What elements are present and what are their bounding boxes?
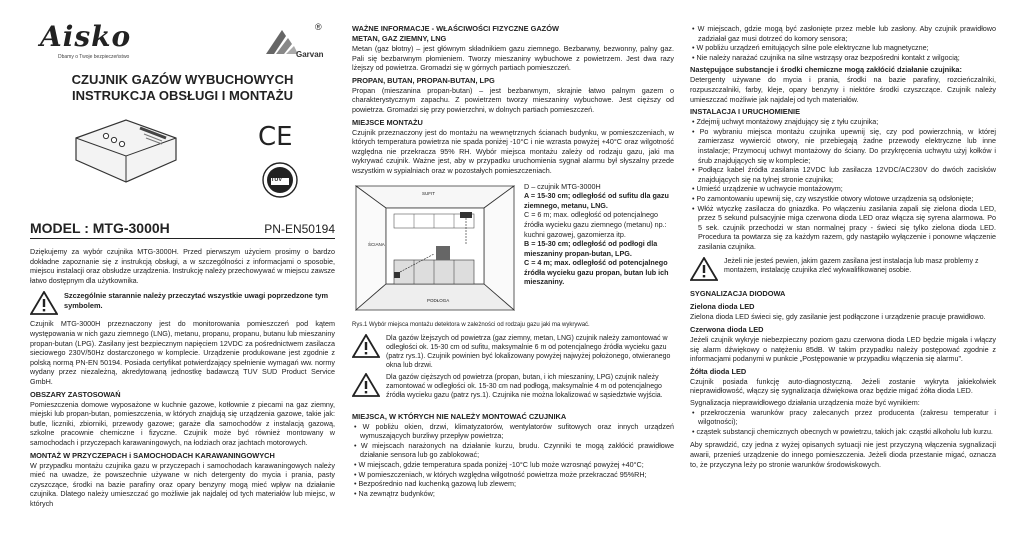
figure-legend bbox=[524, 182, 674, 288]
list-item: • Po wybraniu miejsca montażu czujnika upewnij się, czy pod powierzchnią, w której zamierzasz wywiercić otwory, nie przebiegają żadne przewody elektryczne lub inne instalacje; Przymocuj uchwyt montażowy do ściany. Do przykręcenia uchwytu użyj kołków i śrub znajdujących się w komplecie; bbox=[690, 127, 996, 165]
norm-number: PN-EN50194 bbox=[264, 222, 335, 236]
list-item: • Zdejmij uchwyt montażowy znajdujący się z tyłu czujnika; bbox=[690, 117, 996, 127]
install-place-paragraph: Czujnik przeznaczony jest do montażu na wewnętrznych ścianach budynku, w pomieszczeniach, w których temperatura powietrza nie spada poniżej -10°C i nie wzrasta powyżej +40°C oraz wilgotność względna nie przekracza 95% RH. Wybór miejsca montażu zależy od rodzaju gazu, jaki ma wykrywać czujnik. Ważne jest, aby w przypadku uruchomienia sygnał alarmu był słyszalny przede wszystkim w sypialniach oraz w pozostałych pomieszczeniach. bbox=[352, 127, 674, 175]
warning-icon bbox=[690, 257, 718, 281]
heading-vehicles: MONTAŻ W PRZYCZEPACH i SAMOCHODACH KARAWANINGOWYCH bbox=[30, 450, 275, 460]
warning-install-help: Jeżeli nie jesteś pewien, jakim gazem zasilana jest instalacja lub masz problemy z montażem, instalację czujnika zleć wykwalifikowanej osobie. bbox=[690, 257, 996, 283]
legend-item: B = 15-30 cm; odległość od podłogi dla mieszaniny propan-butan, LPG. bbox=[524, 239, 658, 258]
column-middle bbox=[352, 0, 674, 540]
list-item: • Bezpośrednio nad kuchenką gazową lub zlewem; bbox=[352, 479, 674, 489]
figure-label-ceiling: SUFIT bbox=[422, 190, 435, 196]
list-item: • W pobliżu okien, drzwi, klimatyzatorów, wentylatorów sufitowych oraz innych urządzeń wymuszających burzliwy przepływ powietrza; bbox=[352, 422, 674, 441]
green-led-paragraph: Zielona dioda LED świeci się, gdy zasilanie jest podłączone i urządzenie pracuje prawidłowo. bbox=[690, 312, 986, 322]
figure-caption: Rys.1 Wybór miejsca montażu detektora w zależności od rodzaju gazu jaki ma wykrywać. bbox=[352, 321, 590, 328]
list-item: • Włóż wtyczkę zasilacza do gniazdka. Po włączeniu zasilania zapali się zielona dioda LED, przez 5 sekund pulsacyjnie miga czerwona dioda LED oraz włącza się syrena alarmowa. Po 5 sek. czujnik przechodzi w stan normalnej pracy - świeci się tylko zielona dioda LED. Procedura ta powtarza się za każdym razem, gdy nastąpiło wyłączenie i ponowne włączenie zasilania czujnika. bbox=[690, 204, 996, 252]
propane-paragraph: Propan (mieszanina propan-butan) – jest bezbarwnym, skrajnie łatwo palnym gazem o charakterystycznym zapachu. Z powietrzem tworzy mieszaniny wybuchowe. Jest cięższy od powietrza. Gromadzi się przy powierzchni, w dolnych partiach pomieszczeń. bbox=[352, 85, 674, 114]
list-item: • Po zamontowaniu upewnij się, czy wszystkie otwory wlotowe urządzenia są odsłonięte; bbox=[690, 194, 996, 204]
list-item: • Umieść urządzenie w uchwycie montażowym; bbox=[690, 184, 996, 194]
closing-paragraph: Aby sprawdzić, czy jedna z wyżej opisanych sytuacji nie jest przyczyną włączenia sygnalizacji awarii, przenieś urządzenie do innego pomieszczenia. Jeżeli dioda przestanie migać, oznacza to, że przyczyna leży po stronie warunków środowiskowych. bbox=[690, 440, 996, 469]
list-item: • W miejscach, gdzie mogą być zasłonięte przez meble lub zasłony. Aby czujnik prawidłowo zadziałał gaz musi dotrzeć do komory sensora; bbox=[690, 24, 996, 43]
yellow-led-paragraph: Czujnik posiada funkcję auto-diagnostyczną. Jeżeli zostanie wykryta jakiekolwiek nieprawidłowość, włączy się sygnalizacja dźwiękowa oraz będzie migać żółta dioda LED. bbox=[690, 376, 996, 396]
vehicles-paragraph: W przypadku montażu czujnika gazu w przyczepach i samochodach karawaningowych należy mieć na uwadze, że powszechnie używane w nich detergenty do mycia i prania, pasty czyszczące, środki na bazie parafiny oraz opary benzyny mogą mieć wpływ na działanie czujnika. Dlatego należy umieszczać go możliwie jak najdalej od tych materiałów lub miejsc, w których bbox=[30, 460, 335, 508]
warning-heavy-gases: Dla gazów cięższych od powietrza (propan, butan, i ich mieszaniny, LPG) czujnik należy zamontować w odległości ok. 15-30 cm nad podłogą, maksymalnie 4 m od potencjalnego źródła wycieku gazu (patrz rys.1). Czujnika nie można lokalizować w sąsiedztwie wyjścia. bbox=[352, 373, 674, 409]
heading-green-led: Zielona dioda LED bbox=[690, 302, 755, 312]
warning-icon bbox=[352, 334, 380, 358]
heading-yellow-led: Żółta dioda LED bbox=[690, 366, 747, 376]
list-item: • Nie należy narażać czujnika na silne wstrząsy oraz bezpośredni kontakt z wilgocią; bbox=[690, 53, 996, 63]
warning-icon bbox=[30, 291, 58, 315]
list-item: • Na zewnątrz budynków; bbox=[352, 489, 674, 499]
logo-header bbox=[30, 0, 335, 62]
ce-mark: CE bbox=[258, 122, 293, 152]
scope-paragraph: Pomieszczenia domowe wyposażone w kuchnie gazowe, kotłownie z piecami na gaz ziemny, miejski lub propan-butan, pomieszczenia, w których znajdują się urządzenia gazowe, takie jak: butle, liczniki, zbiorniki, przewody gazowe; garaże dla samochodów z instalacją gazową, szkolne pracownie chemiczne i fizyczne. Czujnik może być również montowany w samochodach i przyczepach karawaningowych, na łodziach oraz jachtach motorowych. bbox=[30, 399, 335, 447]
list-item: • W pomieszczeniach, w których względna wilgotność powietrza może przekraczać 95%RH; bbox=[352, 470, 674, 480]
tuv-label: TÜV bbox=[271, 177, 282, 183]
list-item: • cząstek substancji chemicznych obecnych w powietrzu, takich jak: cząstki alkoholu lub kurzu. bbox=[690, 427, 996, 437]
legend-item: C = 4 m; max. odległość od potencjalnego źródła wycieku gazu propan, butan lub ich mieszaniny. bbox=[524, 258, 669, 287]
column-left bbox=[30, 0, 335, 540]
list-item: • W miejscach narażonych na działanie kurzu, brudu. Czynniki te mogą zakłócić prawidłowe działanie sensora lub go zablokować; bbox=[352, 441, 674, 460]
garvan-wordmark: Garvan bbox=[296, 50, 324, 59]
list-item: • W miejscach, gdzie temperatura spada poniżej -10°C lub może wzrosnąć powyżej +40°C; bbox=[352, 460, 674, 470]
heading-led-signals: SYGNALIZACJA DIODOWA bbox=[690, 289, 786, 299]
legend-item: C = 6 m; max. odległość od potencjalnego źródła wycieku gazu ziemnego (metanu) np.: kuchni gazowej, gazomierza itp. bbox=[524, 210, 667, 239]
warning-read-notes: Szczególnie starannie należy przeczytać wszystkie uwagi poprzedzone tym symbolem. bbox=[30, 291, 335, 315]
list-item: • Podłącz kabel źródła zasilania 12VDC lub zasilacza 12VDC/AC230V do dwóch zacisków znajdujących się na tylnej stronie czujnika; bbox=[690, 165, 996, 184]
model-number: MODEL : MTG-3000H bbox=[30, 220, 170, 236]
legend-item: A = 15-30 cm; odległość od sufitu dla gazu ziemnego, metanu, LNG. bbox=[524, 191, 669, 210]
legend-item: D – czujnik MTG-3000H bbox=[524, 181, 601, 191]
methane-paragraph: Metan (gaz błotny) – jest głównym składnikiem gazu ziemnego. Bezbarwny, bezwonny, palny gaz. Pali się bezbarwnym płomieniem. Tworzy mieszaniny wybuchowe z powietrzem. Jest dwa razy lżejszy od powietrza. Gromadzi się w górnych partiach pomieszczeń. bbox=[352, 44, 674, 73]
model-row bbox=[30, 220, 335, 239]
column-right bbox=[690, 0, 996, 540]
figure-label-floor: PODŁOGA bbox=[427, 297, 450, 303]
product-image-area bbox=[30, 104, 335, 212]
figure-1 bbox=[352, 180, 674, 320]
list-item: • przekroczenia warunków pracy zalecanych przez producenta (zakresu temperatur i wilgotności); bbox=[690, 408, 996, 427]
fault-intro: Sygnalizacja nieprawidłowego działania urządzenia może być wynikiem: bbox=[690, 398, 920, 408]
warning-light-gases: Dla gazów lżejszych od powietrza (gaz ziemny, metan, LNG) czujnik należy zamontować w odległości ok. 15-30 cm od sufitu, maksymalnie 6 m od potencjalnego źródła wycieku gazu (patrz rys.1). Czujnik powinien być lokalizowany powyżej najwyżej położonego, otwieranego okna lub drzwi. bbox=[352, 334, 674, 370]
figure-label-wall: ŚCIANA bbox=[368, 241, 385, 247]
warning-icon bbox=[352, 373, 380, 397]
heading-methane: METAN, GAZ ZIEMNY, LNG bbox=[352, 34, 447, 43]
heading-interfering-substances: Następujące substancje i środki chemiczne mogą zakłócić działanie czujnika: bbox=[690, 65, 962, 75]
document-title: CZUJNIK GAZÓW WYBUCHOWYCH INSTRUKCJA OBSŁUGI I MONTAŻU bbox=[71, 72, 294, 103]
aisko-tagline: Dbamy o Twoje bezpieczeństwo bbox=[58, 54, 130, 60]
gas-detector-image bbox=[70, 116, 182, 188]
interfering-paragraph: Detergenty używane do mycia i prania, środki na bazie parafiny, rozcieńczalniki, rozpuszczalniki, farby, kleje, opary benzyny i niektóre środki czyszczące. Czujnik należy umieszczać możliwie jak najdalej od tych materiałów. bbox=[690, 75, 996, 104]
red-led-paragraph: Jeżeli czujnik wykryje niebezpieczny poziom gazu czerwona dioda LED będzie migała i włączy się alarm dźwiękowy o natężeniu 85dB. W takim przypadku należy postępować zgodnie z informacjami podanymi w punkcie „Postępowanie w przypadku włączenia się alarmu”. bbox=[690, 335, 996, 364]
heading-install-place: MIEJSCE MONTAŻU bbox=[352, 117, 423, 127]
registered-mark: ® bbox=[315, 22, 322, 32]
purpose-paragraph: Czujnik MTG-3000H przeznaczony jest do monitorowania pomieszczeń pod kątem występowania w nich gazu ziemnego (LNG), metanu, propanu, propanu, butanu lub mieszaniny propan-butan (LPG). Zasilany jest bezpiecznym napięciem 12VDC za pośrednictwem zasilacza sieciowego 230V/50Hz dostarczonego w komplecie. Urządzenie produkowane jest zgodnie z polską normą PN-EN 50194. Posiada certyfikat potwierdzający spełnienie wymagań ww. normy wydany przez niezależną, akredytowaną jednostkę badawczą TUV SUD Product Service GmbH. bbox=[30, 319, 335, 386]
aisko-logo: Aisko bbox=[40, 20, 132, 53]
heading-scope: OBSZARY ZASTOSOWAŃ bbox=[30, 389, 121, 399]
heading-installation: INSTALACJA I URUCHOMIENIE bbox=[690, 107, 801, 117]
heading-forbidden: MIEJSCA, W KTÓRYCH NIE NALEŻY MONTOWAĆ CZUJNIKA bbox=[352, 411, 567, 421]
room-diagram bbox=[354, 184, 516, 312]
intro-paragraph: Dziękujemy za wybór czujnika MTG-3000H. Przed pierwszym użyciem prosimy o bardzo dokładne zapoznanie się z instrukcją obsługi, a w szczególności z informacjami o sposobie, miejscu instalacji oraz obsłudze urządzenia. Instrukcję należy przechowywać w miejscu zawsze łatwo dostępnym dla użytkownika. bbox=[30, 247, 335, 285]
heading-red-led: Czerwona dioda LED bbox=[690, 325, 764, 335]
heading-gas-properties: WAŻNE INFORMACJE - WŁAŚCIWOŚCI FIZYCZNE GAZÓW bbox=[352, 24, 559, 33]
list-item: • W pobliżu urządzeń emitujących silne pole elektryczne lub magnetyczne; bbox=[690, 43, 996, 53]
heading-propane: PROPAN, BUTAN, PROPAN-BUTAN, LPG bbox=[352, 75, 495, 85]
